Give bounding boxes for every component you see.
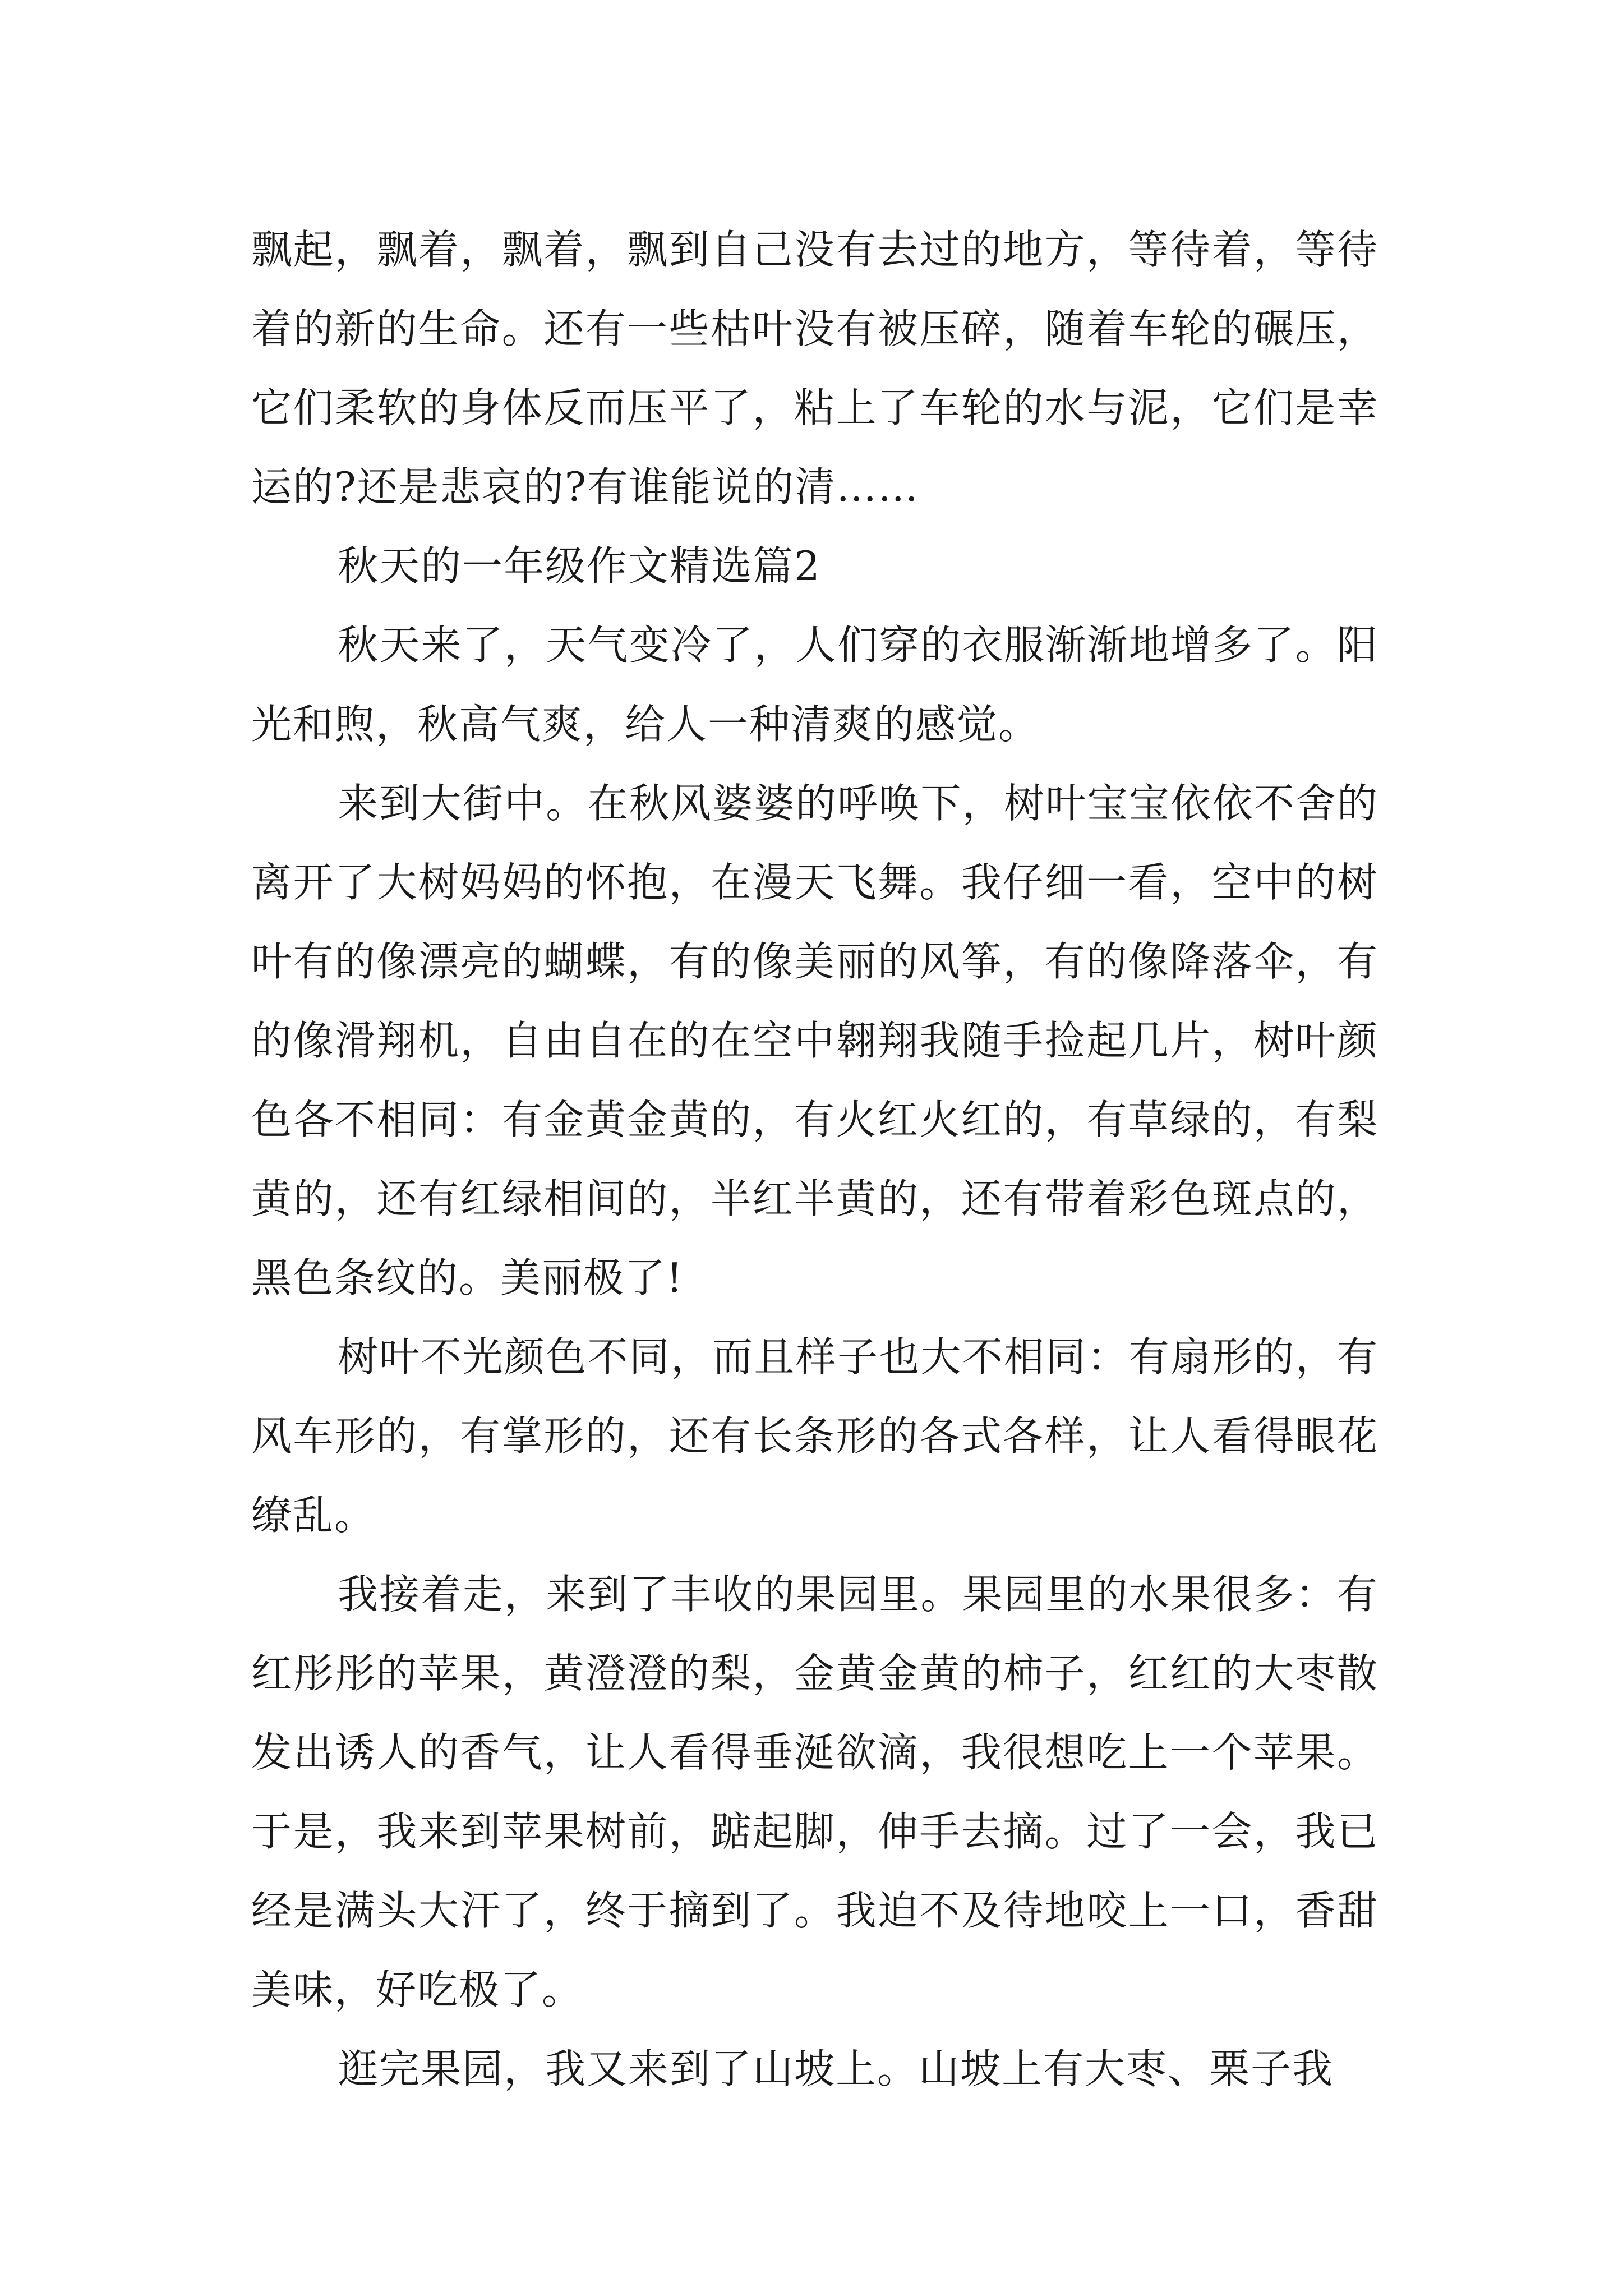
section-heading: 秋天的一年级作文精选篇2 bbox=[338, 542, 821, 590]
paragraph: 我接着走，来到了丰收的果园里。果园里的水果很多：有红彤彤的苹果，黄澄澄的梨，金黄金黄的柿子，红红的大枣散发出诱人的香气，让人看得垂涎欲滴，我很想吃上一个苹果。于是，我来到苹果树前，踮起脚，伸手去摘。过了一会，我已经是满头大汗了，终于摘到了。我迫不及待地咬上一口，香甜美味，好吃极了。 bbox=[251, 1571, 1378, 2013]
paragraph: 秋天来了，天气变冷了，人们穿的衣服渐渐地增多了。阳光和煦，秋高气爽，给人一种清爽的感觉。 bbox=[251, 622, 1378, 748]
paragraph: 树叶不光颜色不同，而且样子也大不相同：有扇形的，有风车形的，有掌形的，还有长条形的各式各样，让人看得眼花缭乱。 bbox=[251, 1333, 1378, 1539]
paragraph: 来到大街中。在秋风婆婆的呼唤下，树叶宝宝依依不舍的离开了大树妈妈的怀抱，在漫天飞舞。我仔细一看，空中的树叶有的像漂亮的蝴蝶，有的像美丽的风筝，有的像降落伞，有的像滑翔机，自由自在的在空中翱翔我随手捡起几片，树叶颜色各不相同：有金黄金黄的，有火红火红的，有草绿的，有梨黄的，还有红绿相间的，半红半黄的，还有带着彩色斑点的，黑色条纹的。美丽极了! bbox=[251, 780, 1378, 1301]
paragraph-continued: 飘起，飘着，飘着，飘到自己没有去过的地方，等待着，等待着的新的生命。还有一些枯叶没有被压碎，随着车轮的碾压，它们柔软的身体反而压平了，粘上了车轮的水与泥，它们是幸运的?还是悲哀的?有谁能说的清…… bbox=[251, 226, 1378, 510]
body-text bbox=[251, 210, 1378, 2109]
paragraph: 逛完果园，我又来到了山坡上。山坡上有大枣、栗子我 bbox=[338, 2045, 1334, 2092]
